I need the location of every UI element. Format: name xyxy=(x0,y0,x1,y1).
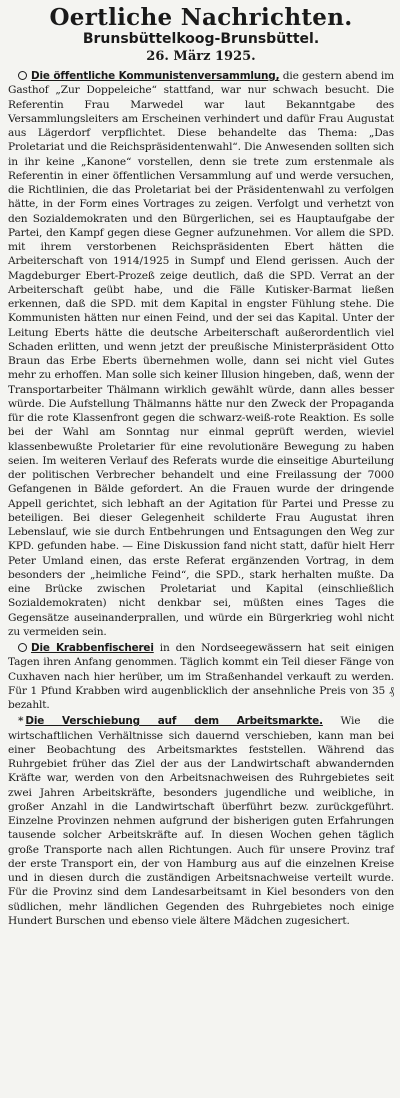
circle-bullet-icon xyxy=(18,71,27,80)
masthead xyxy=(8,4,394,65)
article-labor-market xyxy=(8,714,394,928)
article-lead: Die Krabbenfischerei xyxy=(31,642,154,654)
article-body: die gestern abend im Gasthof „Zur Doppeleiche“ stattfand, war nur schwach besucht. Die Referentin Frau Marwedel war laut Bekanntgabe des Versammlungsleiters am Erscheinen verhindert und dafür Frau Augustat aus Lägerdorf verpflichtet. Diese behandelte das Thema: „Das Proletariat und die Reichspräsidentenwahl“. Die Anwesenden sollten sich in ihr keine „Kanone“ vorstellen, denn sie trete zum erstenmale als Referentin in einer öffentlichen Versammlung auf und werde versuchen, die Richtlinien, die das Proletariat bei der Präsidentenwahl zu verfolgen hätte, in der Form eines Vortrages zu zeigen. Verfolgt und verhetzt von den Sozialdemokraten und den Bürgerlichen, sei es Hauptaufgabe der Partei, den Kampf gegen diese Gegner aufzunehmen. Vor allem die SPD. mit ihrem verstorbenen Reichspräsidenten Ebert hätten die Arbeiterschaft von 1914/1925 in Sumpf und Elend gerissen. Auch der Magdeburger Ebert-Prozeß zeige deutlich, daß die SPD. Verrat an der Arbeiterschaft geübt habe, und die Fälle Kutisker-Barmat ließen erkennen, daß die SPD. mit dem Kapital in engster Fühlung stehe. Die Kommunisten hätten nur einen Feind, und der sei das Kapital. Unter der Leitung Eberts hätte die deutsche Arbeiterschaft außerordentlich viel Schaden erlitten, und wenn jetzt der preußische Ministerpräsident Otto Braun das Erbe Eberts übernehmen wolle, dann sei nicht viel Gutes mehr zu erhoffen. Man solle sich keiner Illusion hingeben, daß, wenn der Transportarbeiter Thälmann wirklich gewählt würde, dann alles besser würde. Die Aufstellung Thälmanns hätte nur den Zweck der Propaganda für die rote Klassenfront gegen die schwarz-weiß-rote Reaktion. Es solle bei der Wahl am Sonntag nur einmal geprüft werden, wieviel klassenbewußte Proletarier für eine revolutionäre Bewegung zu haben seien. Im weiteren Verlauf des Referats wurde die einseitige Aburteilung der politischen Verbrecher behandelt und eine Freilassung der 7000 Gefangenen in Bälde gefordert. An die Frauen wurde der dringende Appell gerichtet, sich lebhaft an der Agitation für Partei und Presse zu beteiligen. Bei dieser Gelegenheit schilderte Frau Augustat ihren Lebenslauf, wie sie durch Entbehrungen und Entsagungen den Weg zur KPD. gefunden habe. — Eine Diskussion fand nicht statt, dafür hielt Herr Peter Umland einen, das erste Referat ergänzenden Vortrag, in dem besonders der „heimliche Feind“, die SPD., stark herhalten mußte. Da eine Brücke zwischen Proletariat und Kapital (einschließlich Sozialdemokraten) nicht denkbar sei, müßten eines Tages die Gegensätze auseinanderprallen, und würde ein Bürgerkrieg wohl nicht zu vermeiden sein. xyxy=(8,70,394,638)
dateline: 26. März 1925. xyxy=(146,49,256,64)
section-headline: Oertliche Nachrichten. xyxy=(49,4,353,31)
article-body: in den Nordseegewässern hat seit einigen Tagen ihren Anfang genommen. Täglich kommt ein Teil dieser Fänge von Cuxhaven nach hier herüber, um im Straßenhandel verkauft zu werden. Für 1 Pfund Krabben wird augenblicklich der ansehnliche Preis von 35 ₰ bezahlt. xyxy=(8,642,394,711)
article-shrimp-fishing xyxy=(8,641,394,712)
asterisk-icon: * xyxy=(18,715,24,728)
locality-subhead: Brunsbüttelkoog-Brunsbüttel. xyxy=(82,31,320,47)
article-lead: Die öffentliche Kommunistenversammlung, xyxy=(31,70,280,82)
article-communist-meeting xyxy=(8,69,394,639)
article-lead: Die Verschiebung auf dem Arbeitsmarkte. xyxy=(25,715,323,728)
circle-bullet-icon xyxy=(18,643,27,652)
article-body: Wie die wirtschaftlichen Verhältnisse sich dauernd verschieben, kann man bei einer Beobachtung des Arbeitsmarktes feststellen. Während das Ruhrgebiet früher das Ziel der aus der Landwirtschaft abwandernden Kräfte war, werden von den Arbeitsnachweisen des Ruhrgebietes seit zwei Jahren Arbeitskräfte, besonders jugendliche und weibliche, in großer Anzahl in die Landwirtschaft überführt bezw. zurückgeführt. Einzelne Provinzen nehmen aufgrund der bisherigen guten Erfahrungen tausende solcher Arbeitskräfte auf. In diesen Wochen gehen täglich große Transporte nach allen Richtungen. Auch für unsere Provinz traf der erste Transport ein, der von Hamburg aus auf die einzelnen Kreise und in diesen durch die zuständigen Arbeitsnachweise verteilt wurde. Für die Provinz sind dem Landesarbeitsamt in Kiel besonders von den südlichen, mehr ländlichen Gegenden des Ruhrgebietes noch einige Hundert Burschen und ebenso viele ältere Mädchen zugesichert. xyxy=(8,715,394,927)
